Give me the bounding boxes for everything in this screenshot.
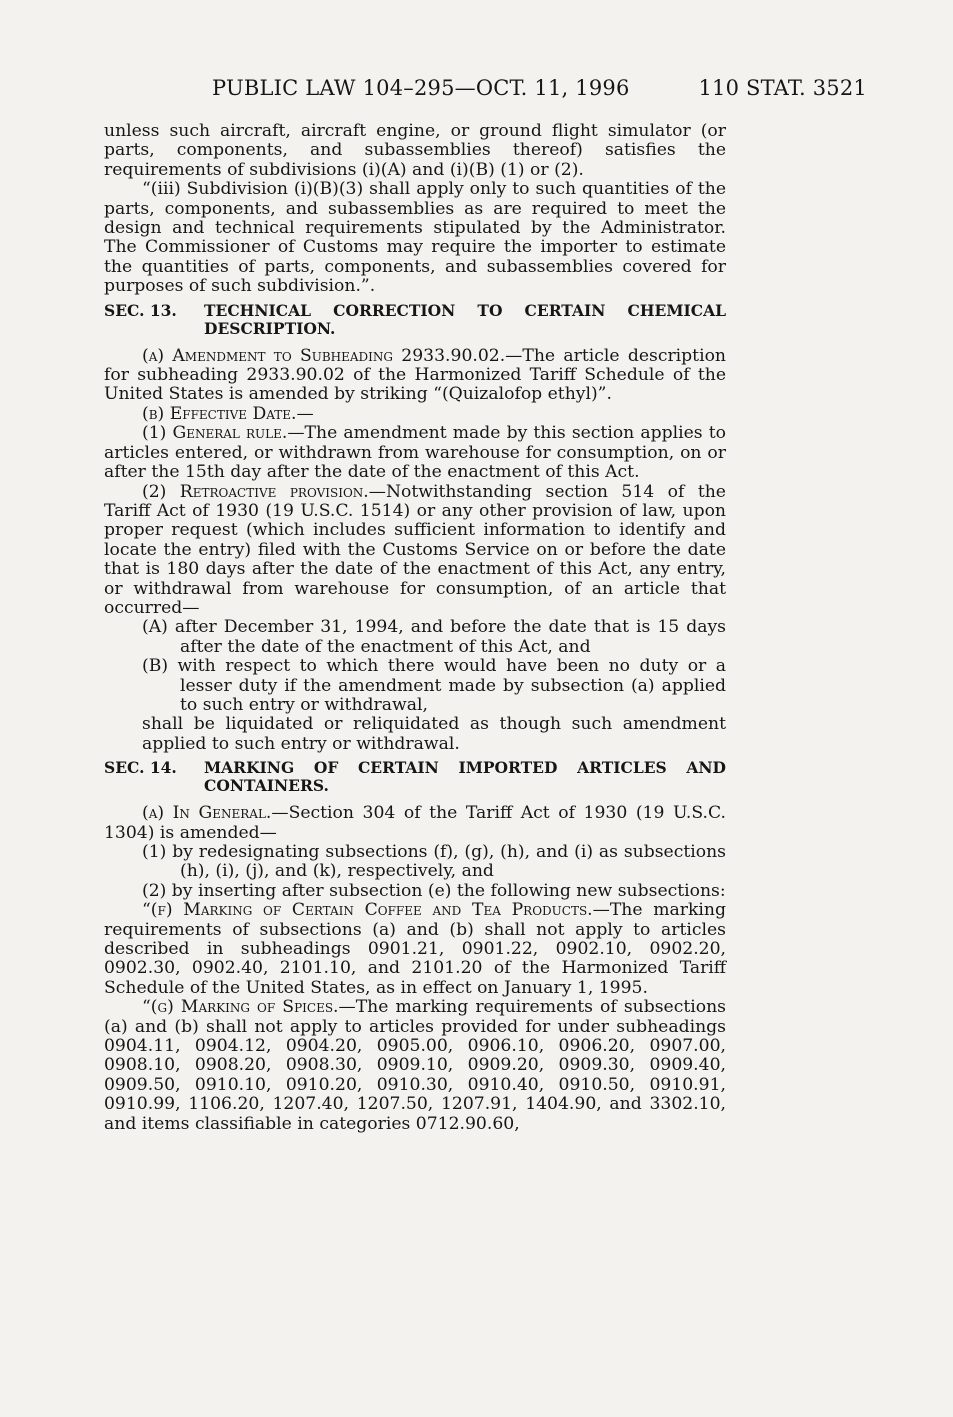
paragraph: [104, 424, 726, 482]
document-body: [104, 122, 726, 1134]
paragraph: “(iii) Subdivision (i)(B)(3) shall apply only to such quantities of the parts, components, and subassemblies as are required to meet the design and technical requirements stipulated by the Administrator. The Commissioner of Customs may require the importer to estimate the quantities of parts, components, and subassemblies covered for purposes of such subdivision.”.: [104, 179, 726, 297]
section-number: SEC. 14.: [104, 758, 177, 778]
paragraph-heading: (a) Amendment to Subheading 2933.90.02.—: [142, 345, 523, 366]
paragraph: [104, 804, 726, 843]
subparagraph: (A) after December 31, 1994, and before the date that is 15 days after the date of the enactment of this Act, and: [142, 617, 726, 657]
paragraph: [104, 405, 726, 424]
paragraph-text: The amendment made by this section applies to articles entered, or withdrawn from warehouse for consumption, on or after the 15th day after the date of the enactment of this Act.: [104, 423, 726, 483]
paragraph-text: The marking requirements of subsections (a) and (b) shall not apply to articles described in subheadings 0901.21, 0901.22, 0902.10, 0902.20, 0902.30, 0902.40, 2101.10, and 2101.20 of the Harmonized Tariff Schedule of the United States, as in effect on January 1, 1995.: [104, 900, 726, 998]
subparagraph: (B) with respect to which there would have been no duty or a lesser duty if the amendment made by subsection (a) applied to such entry or withdrawal,: [142, 656, 726, 715]
subparagraph: (2) by inserting after subsection (e) the following new subsections:: [142, 880, 726, 901]
paragraph: unless such aircraft, aircraft engine, or ground flight simulator (or parts, components, and subassemblies thereof) satisfies the requirements of subdivisions (i)(A) and (i)(B) (1) or (2).: [104, 121, 726, 180]
paragraph-text: The article description for subheading 2933.90.02 of the Harmonized Tariff Schedule of the United States is amended by striking “(Quizalofop ethyl)”.: [104, 345, 727, 405]
paragraph: [104, 998, 726, 1134]
section-heading: [104, 759, 726, 795]
paragraph-text: The marking requirements of subsections (a) and (b) shall not apply to articles provided for under subheadings 0904.11, 0904.12, 0904.20, 0905.00, 0906.10, 0906.20, 0907.00, 0908.10, 0908.20, 0908.30, 0909.10, 0909.20, 0909.30, 0909.40, 0909.50, 0910.10, 0910.20, 0910.30, 0910.40, 0910.50, 0910.91, 0910.99, 1106.20, 1207.40, 1207.50, 1207.91, 1404.90, and 3302.10, and items classifiable in categories 0712.90.60,: [104, 997, 726, 1134]
paragraph: [104, 347, 726, 405]
paragraph: [104, 901, 726, 998]
paragraph-heading: (1) General rule.—: [142, 423, 305, 444]
section-heading: [104, 302, 726, 338]
paragraph-text: Section 304 of the Tariff Act of 1930 (19 U.S.C. 1304) is amended—: [104, 803, 726, 843]
paragraph-heading: (a) In General.—: [142, 803, 289, 824]
paragraph-text: Notwithstanding section 514 of the Tariff Act of 1930 (19 U.S.C. 1514) or any other provision of law, upon proper request (which includes sufficient information to identify and locate the entry) filed with the Customs Service on or before the date that is 180 days after the date of the enactment of this Act, any entry, or withdrawal from warehouse for consumption, of an article that occurred—: [104, 481, 726, 618]
section-number: SEC. 13.: [104, 300, 177, 320]
subparagraph: (1) by redesignating subsections (f), (g), (h), and (i) as subsections (h), (i), (j), and (k), respectively, and: [142, 842, 726, 882]
paragraph: shall be liquidated or reliquidated as though such amendment applied to such entry or withdrawal.: [142, 714, 726, 754]
section-title: MARKING OF CERTAIN IMPORTED ARTICLES AND CONTAINERS.: [204, 758, 726, 796]
paragraph: [104, 483, 726, 619]
header-law-citation: PUBLIC LAW 104–295—OCT. 11, 1996: [212, 76, 630, 100]
paragraph-heading: “(g) Marking of Spices.—: [142, 997, 356, 1018]
paragraph-heading: “(f) Marking of Certain Coffee and Tea Products.—: [142, 900, 610, 921]
paragraph-heading: (b) Effective Date.—: [142, 403, 314, 424]
section-title: TECHNICAL CORRECTION TO CERTAIN CHEMICAL DESCRIPTION.: [204, 300, 726, 338]
paragraph-heading: (2) Retroactive provision.—: [142, 481, 386, 502]
header-statute-page: 110 STAT. 3521: [698, 76, 867, 100]
